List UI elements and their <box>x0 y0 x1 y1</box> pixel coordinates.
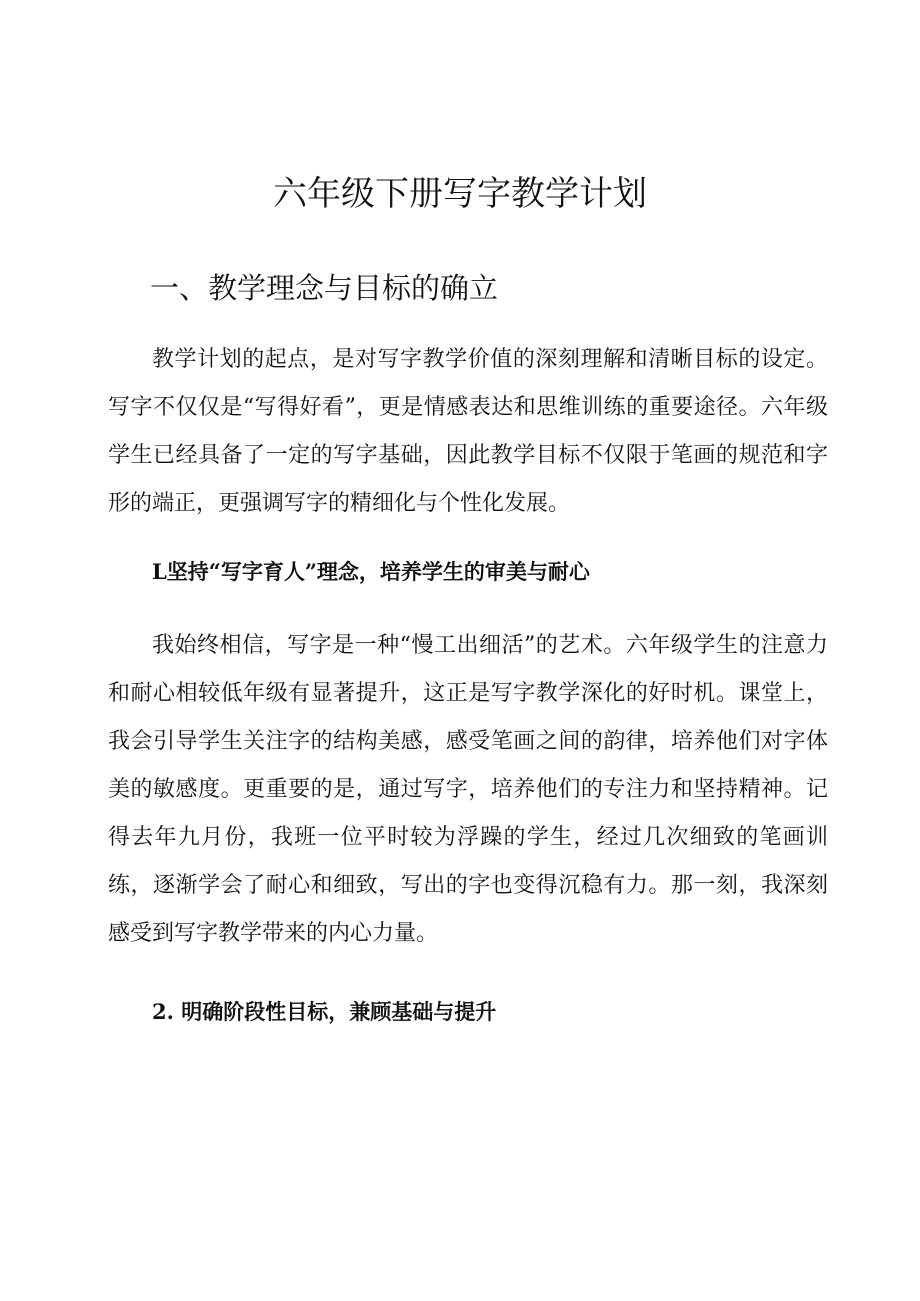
subsection-paragraph-1: 我始终相信，写字是一种“慢工出细活”的艺术。六年级学生的注意力和耐心相较低年级有显著提升，这正是写字教学深化的好时机。课堂上，我会引导学生关注字的结构美感，感受笔画之间的韵律，培养他们对字体美的敏感度。更重要的是，通过写字，培养他们的专注力和坚持精神。记得去年九月份，我班一位平时较为浮躁的学生，经过几次细致的笔画训练，逐渐学会了耐心和细致，写出的字也变得沉稳有力。那一刻，我深刻感受到写字教学带来的内心力量。 <box>108 633 828 946</box>
subsection-heading-1: L坚持“写字育人”理念，培养学生的审美与耐心 <box>152 559 590 584</box>
section-heading: 一、教学理念与目标的确立 <box>150 271 499 305</box>
document-title: 六年级下册写字教学计划 <box>273 174 647 214</box>
intro-paragraph: 教学计划的起点，是对写字教学价值的深刻理解和清晰目标的设定。写字不仅仅是“写得好看”，更是情感表达和思维训练的重要途径。六年级学生已经具备了一定的写字基础，因此教学目标不仅限于笔画的规范和字形的端正，更强调写字的精细化与个性化发展。 <box>108 347 828 516</box>
subsection-heading-2: 2. 明确阶段性目标，兼顾基础与提升 <box>152 999 497 1024</box>
